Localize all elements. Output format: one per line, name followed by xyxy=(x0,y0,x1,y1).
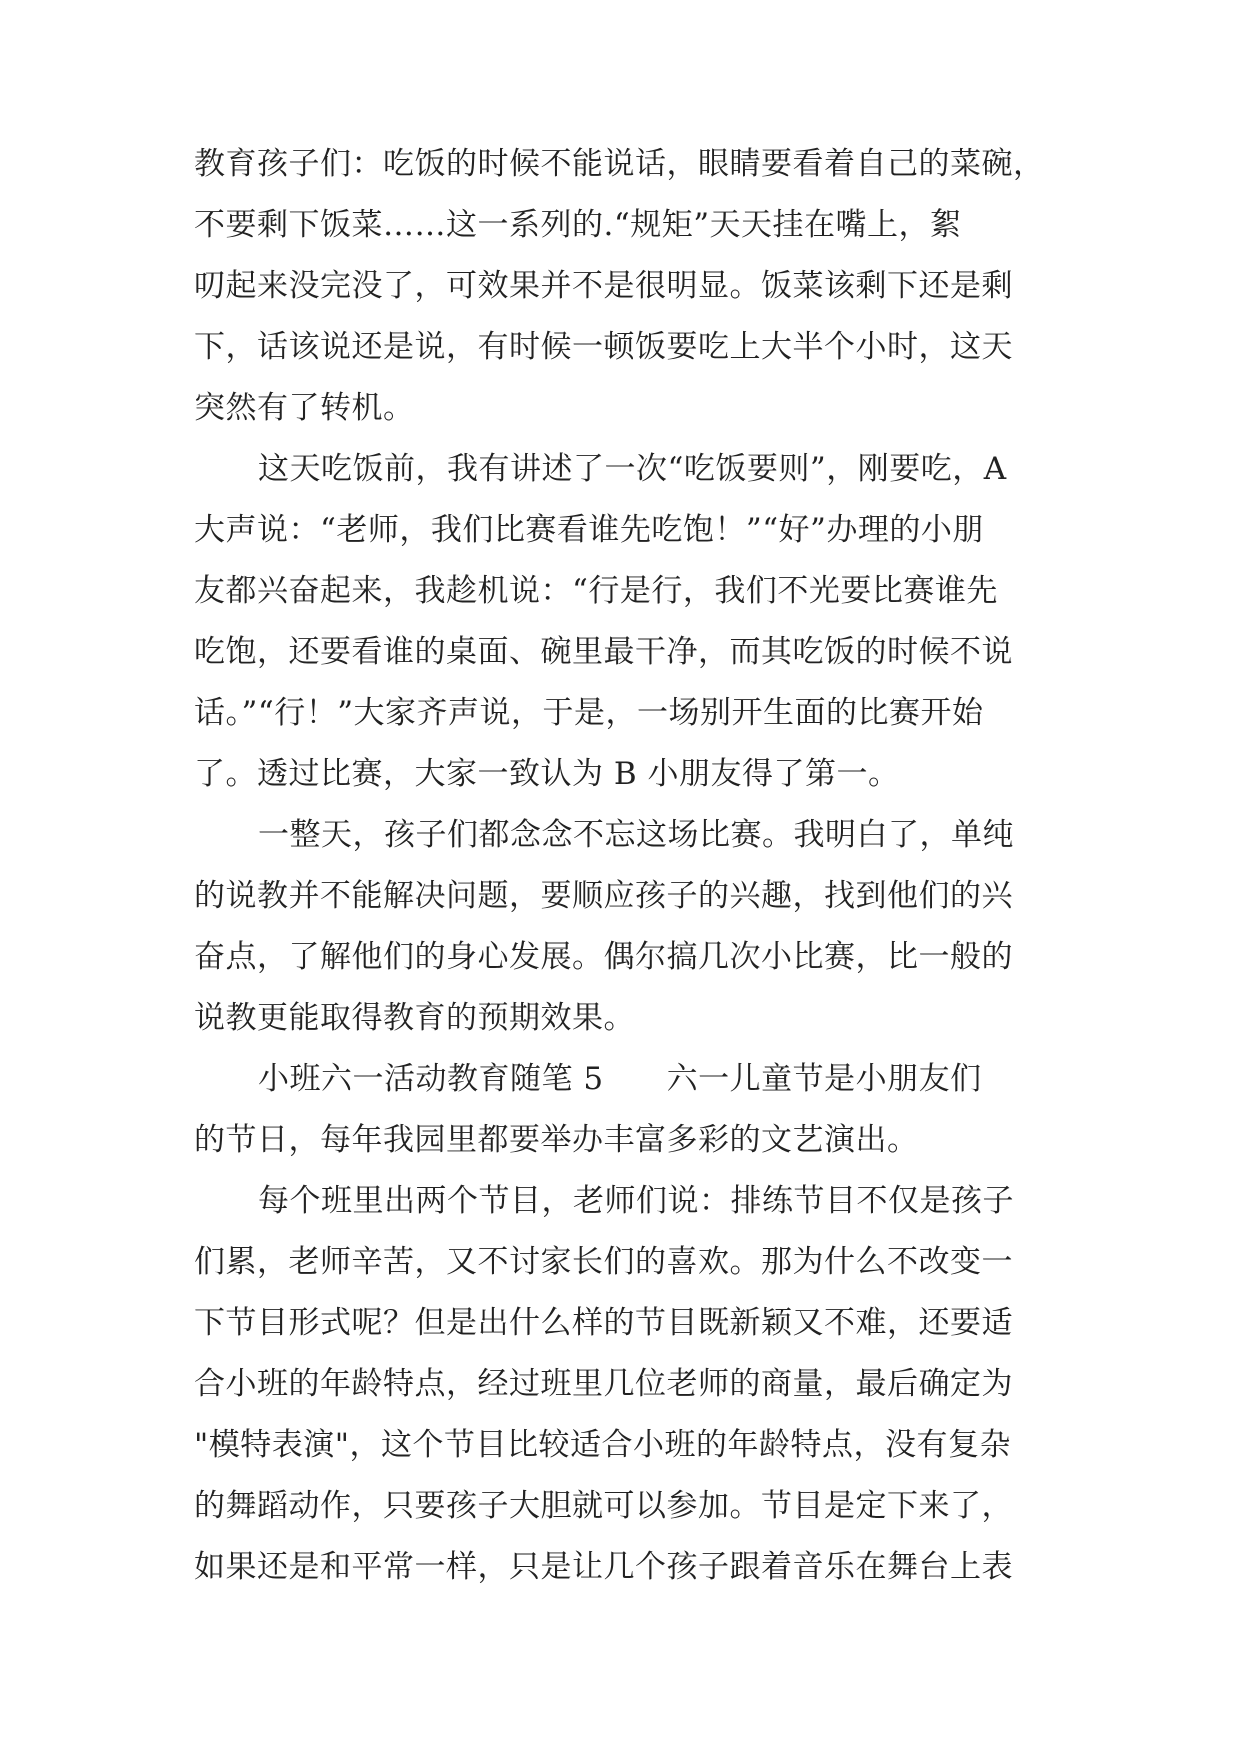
text-line: 这天吃饭前，我有讲述了一次“吃饭要则”，刚要吃，A xyxy=(258,451,1007,487)
document-body xyxy=(194,134,1054,1598)
text-line: 一整天，孩子们都念念不忘这场比赛。我明白了，单纯 xyxy=(258,817,1014,853)
text-line: 友都兴奋起来，我趁机说：“行是行，我们不光要比赛谁先 xyxy=(194,573,998,609)
text-line: 合小班的年龄特点，经过班里几位老师的商量，最后确定为 xyxy=(194,1366,1013,1402)
text-line: 说教更能取得教育的预期效果。 xyxy=(194,1000,635,1036)
text-line: 大声说：“老师，我们比赛看谁先吃饱！”“好”办理的小朋 xyxy=(194,512,984,548)
text-line: 的舞蹈动作，只要孩子大胆就可以参加。节目是定下来了， xyxy=(194,1488,1013,1524)
text-line: "模特表演"，这个节目比较适合小班的年龄特点，没有复杂 xyxy=(194,1427,1012,1463)
text-line: 下节目形式呢？但是出什么样的节目既新颖又不难，还要适 xyxy=(194,1305,1013,1341)
text-line: 突然有了转机。 xyxy=(194,390,415,426)
text-line: 吃饱，还要看谁的桌面、碗里最干净，而其吃饭的时候不说 xyxy=(194,634,1013,670)
text-line: 不要剩下饭菜……这一系列的.“规矩”天天挂在嘴上，絮 xyxy=(194,207,962,243)
text-line: 的节日，每年我园里都要举办丰富多彩的文艺演出。 xyxy=(194,1122,919,1158)
text-line: 小班六一活动教育随笔 5 六一儿童节是小朋友们 xyxy=(258,1061,982,1097)
text-line: 每个班里出两个节目，老师们说：排练节目不仅是孩子 xyxy=(258,1183,1014,1219)
text-line: 话。”“行！”大家齐声说，于是，一场别开生面的比赛开始 xyxy=(194,695,984,731)
text-line: 们累，老师辛苦，又不讨家长们的喜欢。那为什么不改变一 xyxy=(194,1244,1013,1280)
text-line: 了。透过比赛，大家一致认为 B 小朋友得了第一。 xyxy=(194,756,900,792)
text-line: 叨起来没完没了，可效果并不是很明显。饭菜该剩下还是剩 xyxy=(194,268,1013,304)
text-line: 的说教并不能解决问题，要顺应孩子的兴趣，找到他们的兴 xyxy=(194,878,1013,914)
text-line: 教育孩子们：吃饭的时候不能说话，眼睛要看着自己的菜碗， xyxy=(194,146,1045,182)
text-line: 如果还是和平常一样，只是让几个孩子跟着音乐在舞台上表 xyxy=(194,1549,1013,1585)
text-line: 奋点，了解他们的身心发展。偶尔搞几次小比赛，比一般的 xyxy=(194,939,1013,975)
text-line: 下，话该说还是说，有时候一顿饭要吃上大半个小时，这天 xyxy=(194,329,1013,365)
